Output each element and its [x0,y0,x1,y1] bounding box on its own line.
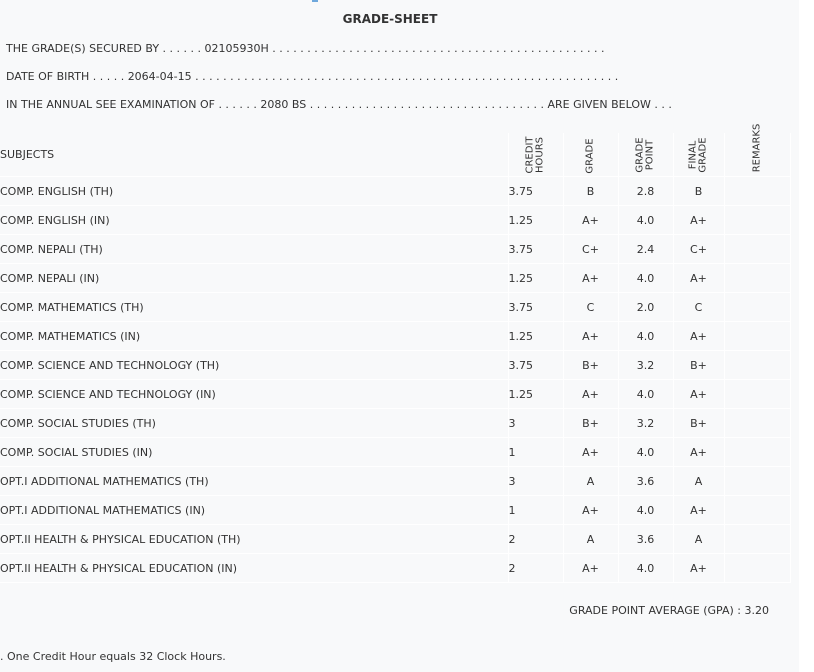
grade-point-cell: 4.0 [618,438,673,467]
credit-hours-cell: 2 [508,554,563,583]
grade-cell: B+ [563,409,618,438]
grade-cell: A [563,467,618,496]
subject-cell: COMP. SOCIAL STUDIES (IN) [0,438,508,467]
credit-hours-cell: 1.25 [508,264,563,293]
grade-cell: A+ [563,554,618,583]
header-grade: GRADE [563,133,618,177]
subject-cell: COMP. MATHEMATICS (IN) [0,322,508,351]
credit-hours-cell: 2 [508,525,563,554]
final-grade-cell: A+ [673,322,724,351]
subject-cell: COMP. ENGLISH (TH) [0,177,508,206]
secured-by-dots: . . . . . . . . . . . . . . . . . . . . . . . . . . . . . . . . . . . . . . . . . . . . . . . . [272,42,605,55]
table-row [0,409,790,438]
final-grade-cell: C+ [673,235,724,264]
remarks-cell [724,322,790,351]
credit-hours-cell: 3.75 [508,293,563,322]
grade-point-cell: 4.0 [618,554,673,583]
credit-hours-cell: 1.25 [508,322,563,351]
table-row [0,293,790,322]
subject-cell: COMP. ENGLISH (IN) [0,206,508,235]
final-grade-cell: A+ [673,264,724,293]
gpa-summary: GRADE POINT AVERAGE (GPA) : 3.20 [569,604,769,617]
remarks-cell [724,293,790,322]
header-subjects: SUBJECTS [0,133,508,177]
grades-table [0,123,791,583]
exam-dots: . . . . . . . . . . . . . . . . . . . . . . . . . . . . . . . . . . [309,98,545,111]
remarks-cell [724,380,790,409]
page-title: GRADE-SHEET [342,12,438,26]
remarks-cell [724,467,790,496]
final-grade-cell: A [673,525,724,554]
remarks-cell [724,438,790,467]
dob-value: 2064-04-15 [127,70,192,83]
grade-point-cell: 2.0 [618,293,673,322]
table-row [0,206,790,235]
secured-by-line [6,42,604,55]
subject-cell: OPT.I ADDITIONAL MATHEMATICS (IN) [0,496,508,525]
subject-cell: OPT.I ADDITIONAL MATHEMATICS (TH) [0,467,508,496]
grade-point-cell: 3.2 [618,409,673,438]
subject-cell: COMP. SOCIAL STUDIES (TH) [0,409,508,438]
subject-cell: COMP. SCIENCE AND TECHNOLOGY (IN) [0,380,508,409]
grade-cell: A+ [563,322,618,351]
table-row [0,235,790,264]
grade-cell: C [563,293,618,322]
table-row [0,496,790,525]
remarks-cell [724,525,790,554]
subject-cell: OPT.II HEALTH & PHYSICAL EDUCATION (TH) [0,525,508,554]
final-grade-cell: A+ [673,554,724,583]
final-grade-cell: A+ [673,206,724,235]
remarks-cell [724,409,790,438]
symbol-number: 02105930H [204,42,269,55]
grade-cell: A+ [563,264,618,293]
grade-point-cell: 2.8 [618,177,673,206]
final-grade-cell: A+ [673,380,724,409]
grade-cell: A+ [563,206,618,235]
grade-cell: A+ [563,496,618,525]
grade-point-cell: 4.0 [618,264,673,293]
final-grade-cell: A [673,467,724,496]
credit-hours-cell: 1 [508,496,563,525]
table-row [0,177,790,206]
grade-cell: B [563,177,618,206]
grade-point-cell: 3.6 [618,525,673,554]
secured-by-label: THE GRADE(S) SECURED BY . . . . . . [6,42,202,55]
grade-cell: A+ [563,438,618,467]
grade-point-cell: 4.0 [618,380,673,409]
subject-cell: OPT.II HEALTH & PHYSICAL EDUCATION (IN) [0,554,508,583]
remarks-cell [724,177,790,206]
remarks-cell [724,351,790,380]
credit-hours-cell: 1.25 [508,206,563,235]
final-grade-cell: B+ [673,409,724,438]
credit-hours-cell: 3 [508,467,563,496]
table-row [0,380,790,409]
remarks-cell [724,264,790,293]
grade-point-cell: 3.2 [618,351,673,380]
credit-hour-footnote: . One Credit Hour equals 32 Clock Hours. [0,650,226,663]
exam-label: IN THE ANNUAL SEE EXAMINATION OF . . . . . . [6,98,257,111]
final-grade-cell: B [673,177,724,206]
subject-cell: COMP. NEPALI (TH) [0,235,508,264]
header-credit-hours: CREDIT HOURS [508,133,563,177]
header-remarks: REMARKS [724,133,790,177]
date-of-birth-line [6,70,618,83]
final-grade-cell: B+ [673,351,724,380]
grade-cell: A [563,525,618,554]
table-header-row [0,133,790,177]
table-row [0,322,790,351]
credit-hours-cell: 3.75 [508,351,563,380]
remarks-cell [724,554,790,583]
dob-label: DATE OF BIRTH . . . . . [6,70,125,83]
subject-cell: COMP. NEPALI (IN) [0,264,508,293]
subject-cell: COMP. SCIENCE AND TECHNOLOGY (TH) [0,351,508,380]
table-row [0,554,790,583]
grade-point-cell: 3.6 [618,467,673,496]
final-grade-cell: A+ [673,496,724,525]
credit-hours-cell: 1.25 [508,380,563,409]
grade-point-cell: 4.0 [618,496,673,525]
given-below-text: ARE GIVEN BELOW . . . [547,98,672,111]
grade-point-cell: 4.0 [618,322,673,351]
remarks-cell [724,496,790,525]
table-row [0,351,790,380]
credit-hours-cell: 3.75 [508,177,563,206]
table-row [0,438,790,467]
final-grade-cell: A+ [673,438,724,467]
grade-cell: B+ [563,351,618,380]
top-accent-mark [312,0,318,2]
remarks-cell [724,206,790,235]
grade-point-cell: 2.4 [618,235,673,264]
dob-dots: . . . . . . . . . . . . . . . . . . . . . . . . . . . . . . . . . . . . . . . . . . . . . . . . . . . . . . . . . . . . . [195,70,619,83]
exam-year: 2080 BS [260,98,307,111]
header-grade-point: GRADE POINT [618,133,673,177]
subject-cell: COMP. MATHEMATICS (TH) [0,293,508,322]
table-row [0,264,790,293]
grade-point-cell: 4.0 [618,206,673,235]
remarks-cell [724,235,790,264]
table-row [0,525,790,554]
credit-hours-cell: 1 [508,438,563,467]
final-grade-cell: C [673,293,724,322]
table-row [0,467,790,496]
grade-cell: A+ [563,380,618,409]
exam-line [6,98,672,111]
credit-hours-cell: 3 [508,409,563,438]
header-final-grade: FINAL GRADE [673,133,724,177]
grade-cell: C+ [563,235,618,264]
credit-hours-cell: 3.75 [508,235,563,264]
